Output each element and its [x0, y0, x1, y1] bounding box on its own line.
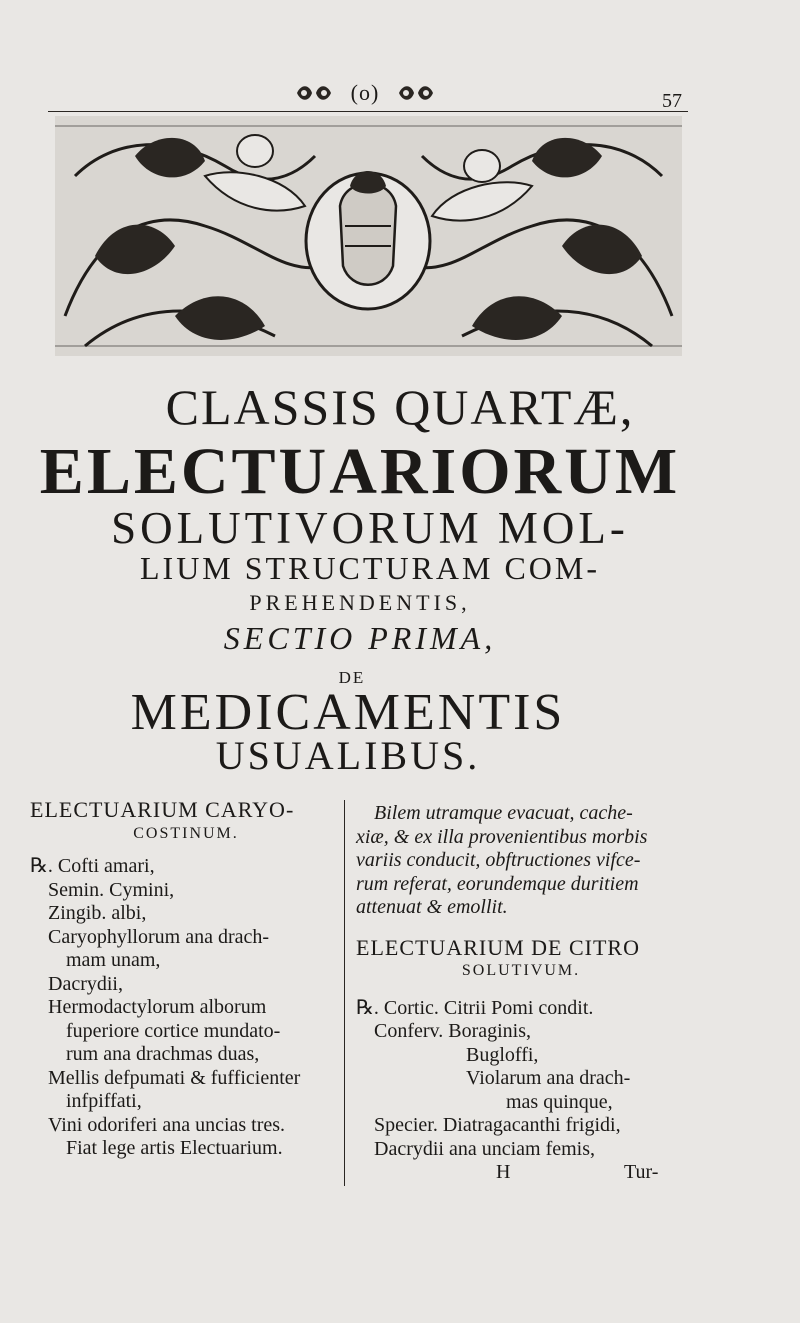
recipe-line: Zingib. albi,	[48, 902, 147, 924]
recipe-heading: ELECTUARIUM DE CITRO	[356, 934, 640, 960]
recipe-line: ℞. Cofti amari,	[30, 855, 155, 877]
description-line: rum referat, eorundemque duritiem	[356, 872, 639, 895]
description-line: variis conducit, obftructiones vifce-	[356, 849, 641, 871]
right-column	[356, 802, 686, 1185]
title-line-3: SOLUTIVORUM MOL-	[111, 503, 629, 553]
recipe-heading: ELECTUARIUM CARYO-	[30, 797, 295, 822]
page-number: 57	[662, 90, 682, 112]
title-line-2: ELECTUARIORUM	[39, 435, 681, 508]
header-ornament	[295, 78, 435, 108]
header-rule	[48, 111, 688, 112]
recipe-line: Conferv. Boraginis,	[374, 1020, 532, 1042]
title-line-5: PREHENDENTIS,	[249, 590, 471, 615]
recipe-subheading: SOLUTIVUM.	[461, 962, 581, 979]
description-line: xiæ, & ex illa provenientibus morbis	[356, 825, 648, 848]
recipe-line: Dacrydii ana unciam femis,	[374, 1137, 596, 1160]
title-line-de: DE	[338, 668, 366, 687]
recipe-line: Specier. Diatragacanthi frigidi,	[374, 1114, 621, 1136]
recipe-line: ℞. Cortic. Citrii Pomi condit.	[356, 996, 594, 1019]
woodcut-headpiece-icon	[55, 116, 682, 356]
recipe-line: Dacrydii,	[48, 972, 123, 995]
recipe-line: Bugloffi,	[466, 1043, 539, 1066]
recipe-line: mas quinque,	[506, 1090, 613, 1113]
header-ornament-text: (o)	[350, 80, 380, 105]
title-line-medicamentis: MEDICAMENTIS	[130, 684, 566, 741]
left-column	[30, 798, 342, 1161]
description-line: Bilem utramque evacuat, cache-	[374, 802, 633, 824]
recipe-line: Vini odoriferi ana uncias tres.	[48, 1113, 286, 1136]
title-line-1: CLASSIS QUARTÆ,	[165, 379, 635, 435]
recipe-line: Semin. Cymini,	[48, 878, 175, 901]
section-title: SECTIO PRIMA,	[223, 620, 497, 656]
recipe-line: Fiat lege artis Electuarium.	[66, 1137, 283, 1159]
fleuron-left-icon	[295, 82, 333, 104]
recipe-line: Mellis defpumati & fufficienter	[48, 1066, 301, 1089]
recipe-line: rum ana drachmas duas,	[66, 1043, 260, 1065]
description-line: attenuat & emollit.	[356, 896, 508, 918]
signature-mark: H	[496, 1161, 511, 1183]
recipe-line: Hermodactylorum alborum	[48, 996, 267, 1018]
catchword: Tur-	[624, 1161, 659, 1183]
column-divider	[344, 800, 345, 1186]
recipe-subheading: COSTINUM.	[133, 824, 239, 842]
recipe-line: Violarum ana drach-	[466, 1067, 631, 1089]
recipe-line: mam unam,	[66, 949, 161, 971]
recipe-line: Caryophyllorum ana drach-	[48, 925, 270, 948]
recipe-line: infpiffati,	[66, 1090, 142, 1112]
fleuron-right-icon	[397, 82, 435, 104]
title-line-usualibus: USUALIBUS.	[215, 733, 481, 778]
title-line-4: LIUM STRUCTURAM COM-	[139, 550, 601, 586]
recipe-line: fuperiore cortice mundato-	[66, 1019, 281, 1042]
